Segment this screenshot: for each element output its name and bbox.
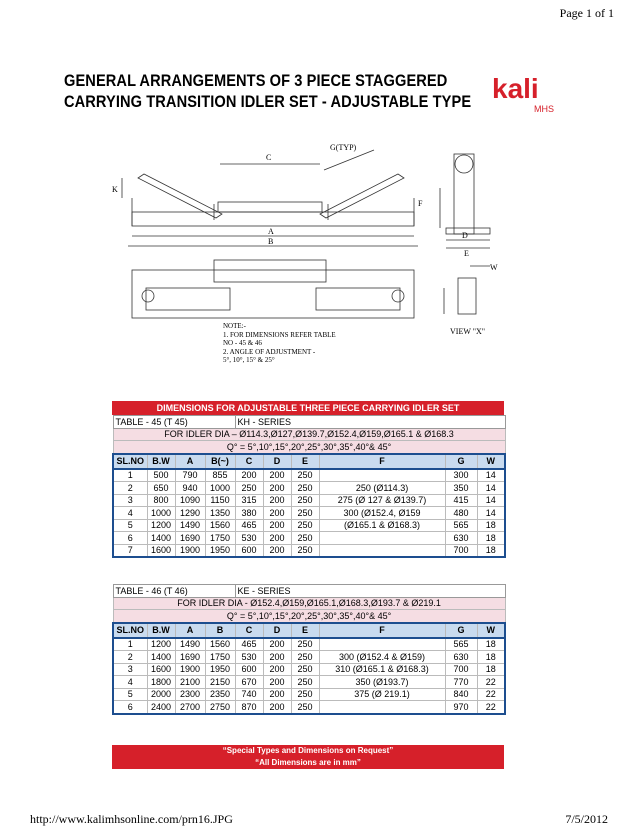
footer-line-1: “Special Types and Dimensions on Request” <box>222 746 394 755</box>
table-row <box>113 638 505 651</box>
table-cell: 350 (Ø193.7) <box>319 676 445 689</box>
table-cell: 18 <box>477 519 505 532</box>
document-title <box>64 70 471 112</box>
header-cell: A <box>175 623 205 638</box>
table-cell: 250 <box>291 688 319 701</box>
table-cell: 600 <box>235 663 263 676</box>
table-cell: 1600 <box>147 663 175 676</box>
table-cell: 315 <box>235 494 263 507</box>
table-cell: 22 <box>477 676 505 689</box>
table-cell <box>319 701 445 714</box>
table-cell: 600 <box>235 544 263 557</box>
table-46-idler-dia: FOR IDLER DIA - Ø152.4,Ø159,Ø165.1,Ø168.3,Ø193.7 & Ø219.1 <box>113 597 505 610</box>
table-45-series: KH - SERIES <box>235 416 505 429</box>
table-cell: 250 <box>291 532 319 545</box>
table-cell: 2 <box>113 651 147 664</box>
main-heading: DIMENSIONS FOR ADJUSTABLE THREE PIECE CARRYING IDLER SET <box>112 401 504 415</box>
center-roller <box>218 202 322 212</box>
table-cell: 275 (Ø 127 & Ø139.7) <box>319 494 445 507</box>
table-cell: 1 <box>113 469 147 482</box>
label-a: A <box>268 227 274 236</box>
label-w: W <box>490 263 498 272</box>
table-46-series: KE - SERIES <box>235 585 505 598</box>
table-cell: 465 <box>235 519 263 532</box>
plan-view <box>132 270 414 318</box>
title-line-1: GENERAL ARRANGEMENTS OF 3 PIECE STAGGERED <box>64 71 448 90</box>
table-cell: 200 <box>263 532 291 545</box>
header-cell: E <box>291 454 319 469</box>
right-wing-roller <box>320 174 404 218</box>
table-cell: 200 <box>263 688 291 701</box>
table-cell: 14 <box>477 469 505 482</box>
table-cell: 1290 <box>175 507 205 520</box>
header-cell: F <box>319 454 445 469</box>
view-x-bracket <box>458 278 476 314</box>
table-cell: 250 <box>291 507 319 520</box>
table-cell: 380 <box>235 507 263 520</box>
label-e: E <box>464 249 469 258</box>
table-cell: 1750 <box>205 532 235 545</box>
table-cell: 250 <box>291 519 319 532</box>
table-cell: 1400 <box>147 651 175 664</box>
table-cell: 14 <box>477 494 505 507</box>
table-cell: 1090 <box>175 494 205 507</box>
table-cell: 565 <box>445 638 477 651</box>
table-cell: 2150 <box>205 676 235 689</box>
table-cell: 250 <box>291 676 319 689</box>
table-cell: 2100 <box>175 676 205 689</box>
table-cell: 1400 <box>147 532 175 545</box>
table-cell: 940 <box>175 482 205 495</box>
header-cell: D <box>263 454 291 469</box>
header-cell: B.W <box>147 623 175 638</box>
table-cell: 310 (Ø165.1 & Ø168.3) <box>319 663 445 676</box>
logo-text: kali <box>492 73 539 104</box>
table-cell: 2400 <box>147 701 175 714</box>
label-g: G(TYP) <box>330 143 357 152</box>
table-cell: 14 <box>477 507 505 520</box>
logo-subtext: MHS <box>534 104 554 114</box>
left-wing-roller <box>138 174 222 218</box>
note-line-1: 1. FOR DIMENSIONS REFER TABLE <box>223 330 336 339</box>
table-cell: 250 <box>291 544 319 557</box>
table-cell: 200 <box>263 544 291 557</box>
table-cell: 4 <box>113 676 147 689</box>
header-cell: G <box>445 623 477 638</box>
table-row <box>113 482 505 495</box>
table-cell: 790 <box>175 469 205 482</box>
table-46-angles: Q° = 5°,10°,15°,20°,25°,30°,35°,40°& 45° <box>113 610 505 623</box>
table-row <box>113 507 505 520</box>
footer-banner <box>112 745 504 769</box>
table-cell: 250 <box>291 482 319 495</box>
table-cell: 14 <box>477 482 505 495</box>
table-cell: 200 <box>263 676 291 689</box>
table-cell: 700 <box>445 544 477 557</box>
table-cell: 670 <box>235 676 263 689</box>
header-cell: C <box>235 623 263 638</box>
table-cell: 250 <box>291 701 319 714</box>
table-cell: 3 <box>113 494 147 507</box>
header-cell: G <box>445 454 477 469</box>
table-row <box>113 701 505 714</box>
table-45-angles: Q° = 5°,10°,15°,20°,25°,30°,35°,40°& 45° <box>113 441 505 454</box>
header-cell: D <box>263 623 291 638</box>
table-cell: 3 <box>113 663 147 676</box>
table-cell: 500 <box>147 469 175 482</box>
table-cell: 2 <box>113 482 147 495</box>
table-45 <box>112 415 506 558</box>
header-cell: W <box>477 454 505 469</box>
table-cell: 250 <box>291 651 319 664</box>
table-cell: 250 <box>291 638 319 651</box>
table-cell: 740 <box>235 688 263 701</box>
table-cell: 300 <box>445 469 477 482</box>
side-view-bracket <box>454 154 474 234</box>
table-row <box>113 676 505 689</box>
note-line-4: 5°, 10°, 15° & 25° <box>223 356 275 364</box>
table-cell: 1950 <box>205 544 235 557</box>
header-cell: W <box>477 623 505 638</box>
table-cell: 2350 <box>205 688 235 701</box>
table-cell: 2300 <box>175 688 205 701</box>
header-cell: SL.NO <box>113 454 147 469</box>
table-cell: 1490 <box>175 519 205 532</box>
table-cell: 200 <box>263 482 291 495</box>
table-cell: 5 <box>113 688 147 701</box>
table-cell: 1600 <box>147 544 175 557</box>
table-row <box>113 663 505 676</box>
table-row <box>113 544 505 557</box>
label-k: K <box>112 185 118 194</box>
table-cell: 1 <box>113 638 147 651</box>
table-cell <box>319 638 445 651</box>
table-cell <box>319 544 445 557</box>
table-cell: 18 <box>477 663 505 676</box>
table-cell: 565 <box>445 519 477 532</box>
header-cell: B <box>205 623 235 638</box>
title-line-2: CARRYING TRANSITION IDLER SET - ADJUSTABLE TYPE <box>64 92 472 111</box>
table-cell: 350 <box>445 482 477 495</box>
print-date: 7/5/2012 <box>565 812 608 826</box>
table-46-header <box>113 623 505 638</box>
note-line-2: NO - 45 & 46 <box>223 339 262 347</box>
table-cell: 1200 <box>147 519 175 532</box>
table-45-header <box>113 454 505 469</box>
table-cell: 250 <box>291 469 319 482</box>
table-cell: 1000 <box>205 482 235 495</box>
table-cell: 6 <box>113 532 147 545</box>
table-cell: 855 <box>205 469 235 482</box>
table-row <box>113 532 505 545</box>
table-row <box>113 688 505 701</box>
table-cell: 2700 <box>175 701 205 714</box>
table-cell: 1560 <box>205 638 235 651</box>
page-number: Page 1 of 1 <box>559 6 614 20</box>
table-cell <box>319 532 445 545</box>
base-channel <box>132 212 414 226</box>
table-cell: 2000 <box>147 688 175 701</box>
table-cell: 465 <box>235 638 263 651</box>
note-heading: NOTE:- <box>223 322 246 330</box>
table-cell: 415 <box>445 494 477 507</box>
table-row <box>113 494 505 507</box>
table-cell: 250 <box>235 482 263 495</box>
table-cell: 200 <box>263 494 291 507</box>
header-cell: B.W <box>147 454 175 469</box>
table-cell: 1950 <box>205 663 235 676</box>
table-cell: 250 <box>291 494 319 507</box>
header-cell: C <box>235 454 263 469</box>
table-45-idler-dia: FOR IDLER DIA – Ø114.3,Ø127,Ø139.7,Ø152.4,Ø159,Ø165.1 & Ø168.3 <box>113 428 505 441</box>
table-cell: 300 (Ø152.4, Ø159 <box>319 507 445 520</box>
table-46-label: TABLE - 46 (T 46) <box>113 585 235 598</box>
table-cell: 970 <box>445 701 477 714</box>
table-cell: 800 <box>147 494 175 507</box>
table-cell: 1690 <box>175 651 205 664</box>
table-cell: 2750 <box>205 701 235 714</box>
table-cell: 4 <box>113 507 147 520</box>
table-cell: 250 (Ø114.3) <box>319 482 445 495</box>
table-cell: 700 <box>445 663 477 676</box>
table-cell: 200 <box>263 507 291 520</box>
header-cell: SL.NO <box>113 623 147 638</box>
table-cell: 840 <box>445 688 477 701</box>
table-cell: 200 <box>235 469 263 482</box>
table-row <box>113 519 505 532</box>
label-b: B <box>268 237 274 246</box>
table-cell: 22 <box>477 701 505 714</box>
table-cell <box>319 469 445 482</box>
label-view-x: VIEW "X" <box>450 327 486 336</box>
table-cell: 1490 <box>175 638 205 651</box>
table-cell: 375 (Ø 219.1) <box>319 688 445 701</box>
table-45-label: TABLE - 45 (T 45) <box>113 416 235 429</box>
table-cell: 5 <box>113 519 147 532</box>
table-cell: 22 <box>477 688 505 701</box>
table-cell: 630 <box>445 651 477 664</box>
table-cell: 200 <box>263 701 291 714</box>
table-cell: 18 <box>477 532 505 545</box>
table-row <box>113 469 505 482</box>
header-cell: F <box>319 623 445 638</box>
table-46 <box>112 584 506 715</box>
table-cell: 200 <box>263 638 291 651</box>
header-cell: A <box>175 454 205 469</box>
kali-logo <box>490 72 560 116</box>
table-cell: 1900 <box>175 663 205 676</box>
table-45-section <box>112 401 504 558</box>
table-cell: 1800 <box>147 676 175 689</box>
label-f: F <box>418 199 423 208</box>
header-cell: B(~) <box>205 454 235 469</box>
table-cell: 18 <box>477 651 505 664</box>
table-cell: 1150 <box>205 494 235 507</box>
table-cell: 300 (Ø152.4 & Ø159) <box>319 651 445 664</box>
table-cell: 6 <box>113 701 147 714</box>
table-cell: 770 <box>445 676 477 689</box>
table-row <box>113 651 505 664</box>
label-d: D <box>462 231 468 240</box>
table-cell: 250 <box>291 663 319 676</box>
table-cell: 200 <box>263 519 291 532</box>
source-url: http://www.kalimhsonline.com/prn16.JPG <box>30 812 233 826</box>
table-cell: 18 <box>477 638 505 651</box>
table-cell: 200 <box>263 663 291 676</box>
footer-line-2: “All Dimensions are in mm” <box>255 758 361 767</box>
note-line-3: 2. ANGLE OF ADJUSTMENT - <box>223 347 316 356</box>
table-cell: 630 <box>445 532 477 545</box>
table-cell: 200 <box>263 651 291 664</box>
note-box <box>223 322 369 370</box>
table-cell: 200 <box>263 469 291 482</box>
table-cell: 7 <box>113 544 147 557</box>
table-cell: 480 <box>445 507 477 520</box>
table-cell: 870 <box>235 701 263 714</box>
table-cell: 1560 <box>205 519 235 532</box>
table-cell: 1690 <box>175 532 205 545</box>
table-cell: 1000 <box>147 507 175 520</box>
table-cell: (Ø165.1 & Ø168.3) <box>319 519 445 532</box>
table-cell: 1900 <box>175 544 205 557</box>
table-cell: 650 <box>147 482 175 495</box>
table-46-section <box>112 584 504 715</box>
table-cell: 1200 <box>147 638 175 651</box>
table-cell: 1750 <box>205 651 235 664</box>
table-cell: 530 <box>235 651 263 664</box>
label-c: C <box>266 153 272 162</box>
table-cell: 18 <box>477 544 505 557</box>
header-cell: E <box>291 623 319 638</box>
table-cell: 1350 <box>205 507 235 520</box>
table-cell: 530 <box>235 532 263 545</box>
